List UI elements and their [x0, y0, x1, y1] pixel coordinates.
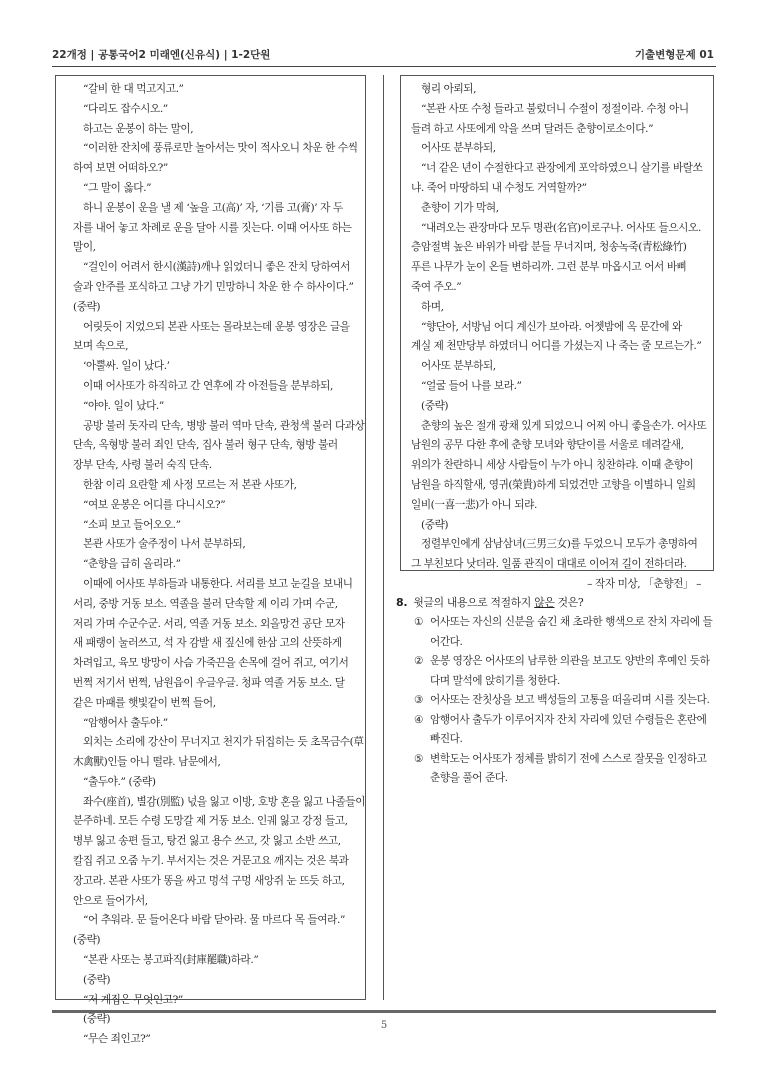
passage-line: 춘향이 기가 막혀,	[421, 201, 499, 214]
answer-option	[414, 750, 716, 789]
passage-line: “어 추워라. 문 들어온다 바람 닫아라. 물 마르다 목 들여라.”	[83, 914, 345, 927]
passage-line: 죽여 주오.”	[411, 280, 462, 293]
passage-line: 서리, 중방 거동 보소. 역졸을 불러 단속할 제 이리 가며 수군,	[73, 597, 338, 610]
passage-line: 이때에 어사또 부하들과 내통한다. 서리를 보고 눈길을 보내니	[83, 577, 353, 590]
answer-option	[414, 652, 716, 691]
option-text: 변학도는 어사또가 정체를 밝히기 전에 스스로 잘못을 인정하고 춘향을 풀어 준다.	[430, 752, 707, 784]
option-text: 어사또는 자신의 신분을 숨긴 채 초라한 행색으로 잔치 자리에 들어간다.	[430, 616, 713, 648]
passage-line: 단속, 옥형방 불러 죄인 단속, 집사 불러 형구 단속, 형방 불러	[73, 439, 338, 452]
passage-line: “내려오는 관장마다 모두 명관(名官)이로구나. 어사또 들으시오.	[421, 221, 701, 234]
passage-line: (중략)	[83, 973, 111, 986]
passage-line: 자를 내어 놓고 차례로 운을 달아 시를 짓는다. 이때 어사또 하는	[73, 221, 352, 234]
answer-option	[414, 613, 716, 652]
column-divider	[383, 75, 384, 1000]
passage-line: 형리 아뢰되,	[421, 83, 477, 95]
passage-line: 위의가 찬란하니 세상 사람들이 누가 아니 칭찬하랴. 이때 춘향이	[411, 459, 694, 472]
passage-line: “출두야.” (중략)	[83, 775, 156, 788]
passage-line: “이러한 잔치에 풍류로만 놀아서는 맛이 적사오니 차운 한 수씩	[83, 142, 358, 155]
passage-line: (중략)	[73, 300, 101, 313]
passage-line: “춘향을 급히 올리라.”	[83, 558, 181, 571]
passage-line: 하며,	[421, 300, 444, 313]
passage-line: 외치는 소리에 강산이 무너지고 천지가 뒤집히는 듯 초목금수(草	[83, 736, 364, 749]
footer-rule	[52, 1010, 716, 1013]
passage-line: (중략)	[421, 518, 449, 531]
passage-line: 술과 안주를 포식하고 그냥 가기 민망하니 차운 한 수 하사이다.”	[73, 280, 354, 293]
header-exam-title: 기출변형문제 01	[634, 49, 714, 61]
passage-line: 칼집 쥐고 오줌 누기. 부서지는 것은 거문고요 깨지는 것은 북과	[73, 855, 349, 868]
passage-line: 하여 보면 어떠하오?”	[73, 162, 168, 175]
passage-line: “무슨 죄인고?”	[83, 1033, 151, 1046]
passage-line: “갈비 한 대 먹고지고.”	[83, 83, 184, 95]
option-marker: ④	[414, 713, 424, 726]
passage-line: 본관 사또가 술주정이 나서 분부하되,	[83, 538, 246, 551]
passage-line: 공방 불러 돗자리 단속, 병방 불러 역마 단속, 관청색 불러 다과상	[83, 419, 365, 432]
passage-line: 새 패랭이 눌러쓰고, 석 자 감발 새 짚신에 한삼 고의 산뜻하게	[73, 637, 342, 650]
option-marker: ②	[414, 655, 424, 667]
passage-line: 계실 제 천만당부 하였더니 어디를 가셨는지 나 죽는 줄 모르는가.”	[411, 340, 702, 353]
answer-options	[396, 613, 716, 789]
passage-line: 하니 운봉이 운을 낼 제 ‘높을 고(高)’ 자, ‘기름 고(膏)’ 자 두	[83, 201, 343, 214]
passage-line: 어사또 분부하되,	[421, 360, 496, 373]
passage-line: 보며 속으로,	[73, 340, 129, 353]
question-stem	[396, 593, 716, 613]
passage-line: “저 계집은 무엇인고?”	[83, 993, 183, 1006]
passage-line: 어릿듯이 지었으되 본관 사또는 몰라보는데 운봉 영장은 글을	[83, 320, 350, 333]
question-stem-before: 윗글의 내용으로 적절하지	[413, 596, 532, 609]
passage-line: 냐. 죽어 마땅하되 내 수청도 거역할까?”	[411, 181, 587, 194]
passage-line: “그 말이 옳다.”	[83, 181, 152, 194]
question-number: 8.	[396, 596, 408, 609]
passage-line: “야야. 일이 났다.”	[83, 399, 164, 412]
passage-line: “걸인이 어려서 한시(漢詩)깨나 읽었더니 좋은 잔치 당하여서	[83, 261, 351, 274]
passage-line: “본관 사또는 봉고파직(封庫罷職)하라.”	[83, 954, 259, 967]
passage-line: 이때 어사또가 하직하고 간 연후에 각 아전들을 분부하되,	[83, 379, 333, 392]
option-text: 어사또는 잔칫상을 보고 백성들의 고통을 떠올리며 시를 짓는다.	[430, 694, 710, 706]
passage-line: 어사또 분부하되,	[421, 142, 496, 155]
passage-line: 그 부친보다 낫더라. 일품 관직이 대대로 이어져 길이 전하더라.	[411, 558, 687, 571]
passage-line: “본관 사또 수청 들라고 불렀더니 수절이 정절이라. 수청 아니	[421, 102, 689, 115]
passage-line: 번쩍 저기서 번쩍, 남원읍이 우글우글. 청파 역졸 거동 보소. 달	[73, 676, 345, 689]
page-number: 5	[380, 1020, 388, 1031]
answer-option	[414, 691, 716, 711]
passage-line: 남원을 하직할새, 영귀(榮貴)하게 되었건만 고향을 이별하니 일희	[411, 478, 696, 491]
passage-line: 하고는 운봉이 하는 말이,	[83, 122, 194, 135]
question-stem-after: 것은?	[557, 596, 584, 609]
passage-line: 남원의 공무 다한 후에 춘향 모녀와 향단이를 서울로 데려갈새,	[411, 439, 684, 452]
passage-line: 木禽獸)인들 아니 떨랴. 남문에서,	[73, 756, 221, 769]
question-stem-underlined: 않은	[534, 596, 555, 609]
question-8	[396, 593, 716, 789]
option-marker: ③	[414, 694, 424, 706]
answer-option	[414, 711, 716, 750]
passage-line: 장부 단속, 사령 불러 숙직 단속.	[73, 459, 212, 472]
passage-line: 층암절벽 높은 바위가 바람 분들 무너지며, 청송녹죽(青松綠竹)	[411, 241, 687, 254]
passage-box-left	[55, 75, 366, 1046]
passage-line: ‘아뿔싸. 일이 났다.’	[83, 360, 170, 373]
source-citation: – 작자 미상, 「춘향전」 –	[587, 577, 701, 590]
passage-line: 안으로 들어가서,	[73, 894, 148, 907]
passage-line: “너 같은 년이 수절한다고 관장에게 포악하였으니 살기를 바랄쏘	[421, 162, 703, 175]
passage-box-right	[400, 75, 714, 590]
passage-line: 병부 잃고 송편 들고, 탕건 잃고 용수 쓰고, 갓 잃고 소반 쓰고,	[73, 835, 341, 848]
passage-line: 차려입고, 육모 방망이 사슴 가죽끈을 손목에 걸어 쥐고, 여기서	[73, 657, 349, 670]
passage-line: 저리 가며 수군수군. 서리, 역졸 거동 보소. 외올망건 공단 모자	[73, 617, 345, 630]
passage-line: (중략)	[83, 1013, 111, 1026]
option-text: 운봉 영장은 어사또의 남루한 의관을 보고도 양반의 후예인 듯하다며 말석에 앉히기를 청한다.	[430, 655, 710, 687]
passage-line: “얼굴 들어 나를 보라.”	[421, 379, 522, 392]
passage-line: 같은 마패를 햇빛같이 번쩍 들어,	[73, 696, 216, 709]
option-text: 암행어사 출두가 이루어지자 잔치 자리에 있던 수령들은 혼란에 빠진다.	[430, 713, 707, 745]
passage-line: (중략)	[421, 399, 449, 412]
header-rule	[52, 66, 716, 67]
passage-line: 말이,	[73, 241, 96, 254]
passage-line: 한참 이리 요란할 제 사정 모르는 저 본관 사또가,	[83, 478, 297, 491]
passage-line: 정렬부인에게 삼남삼녀(三男三女)를 두었으니 모두가 총명하여	[421, 538, 698, 551]
passage-line: 분주하네. 모든 수령 도망갈 제 거동 보소. 인궤 잃고 강정 들고,	[73, 815, 348, 828]
passage-line: 장고라. 본관 사또가 똥을 싸고 멍석 구멍 새앙쥐 눈 뜨듯 하고,	[73, 874, 345, 887]
passage-line: “향단아, 서방님 어디 계신가 보아라. 어젯밤에 옥 문간에 와	[421, 320, 682, 333]
passage-line: 춘향의 높은 절개 광채 있게 되었으니 어찌 아니 좋을손가. 어사또	[421, 419, 707, 432]
passage-line: 푸른 나무가 눈이 온들 변하리까. 그런 분부 마옵시고 어서 바삐	[411, 261, 687, 274]
passage-line: “여보 운봉은 어디를 다니시오?”	[83, 498, 226, 511]
passage-line: 들려 하고 사또에게 악을 쓰며 달려든 춘향이로소이다.”	[411, 122, 654, 135]
passage-line: (중략)	[73, 934, 101, 947]
passage-line: “소피 보고 들어오오.”	[83, 518, 181, 531]
passage-line: 좌수(座首), 별감(別監) 넋을 잃고 이방, 호방 혼을 잃고 나졸들이	[83, 795, 366, 808]
header-course-info: 22개정 | 공통국어2 미래엔(신유식) | 1-2단원	[52, 49, 271, 61]
passage-line: 일비(一喜一悲)가 아니 되랴.	[411, 498, 537, 511]
passage-line: “다리도 잡수시오.”	[83, 102, 168, 115]
option-marker: ⑤	[414, 752, 424, 765]
passage-line: “암행어사 출두야.”	[83, 716, 168, 729]
option-marker: ①	[414, 616, 424, 628]
